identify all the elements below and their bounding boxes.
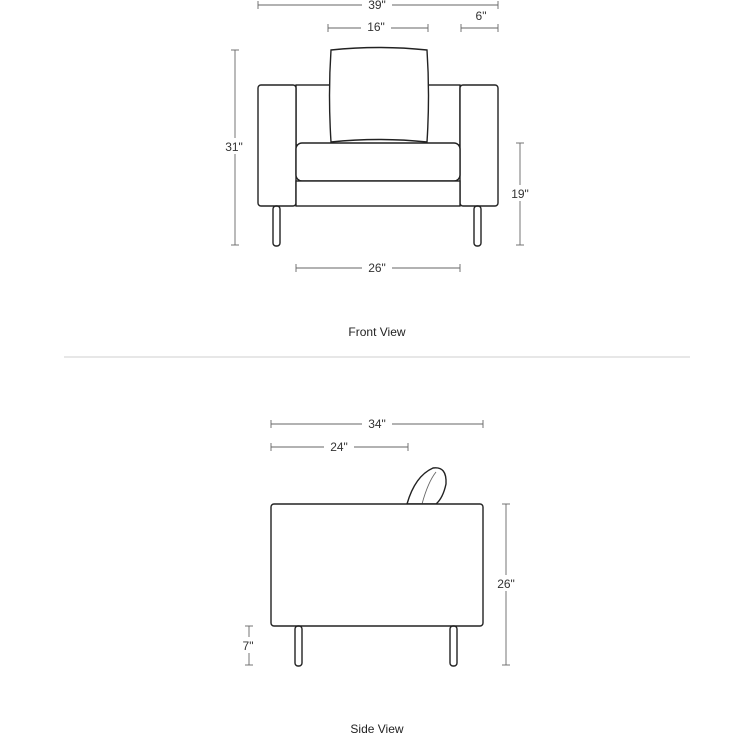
- side-body: [271, 504, 483, 626]
- front-overall-height-label: 31": [225, 140, 243, 154]
- side-leg-height-label: 7": [242, 639, 254, 653]
- front-arm-width-dimension: [461, 9, 498, 32]
- front-left-arm: [258, 85, 296, 206]
- side-seat-depth-dimension: [271, 439, 408, 454]
- front-seat-height-dimension: [507, 143, 533, 245]
- front-pillow-width-label: 16": [367, 20, 385, 34]
- front-arm-width-label: 6": [475, 9, 487, 23]
- side-chair-illustration: [271, 468, 483, 666]
- side-seat-depth-label: 24": [330, 440, 348, 454]
- front-right-arm: [460, 85, 498, 206]
- front-seat-width-label: 26": [368, 261, 386, 275]
- side-leg-height-dimension: [238, 626, 260, 665]
- front-pillow: [330, 48, 429, 143]
- front-chair-illustration: [258, 48, 498, 247]
- front-overall-height-dimension: [222, 50, 248, 245]
- side-overall-depth-label: 34": [368, 417, 386, 431]
- front-base: [296, 181, 460, 206]
- side-pillow: [407, 468, 446, 504]
- side-arm-height-dimension: [493, 504, 519, 665]
- front-overall-width-dimension: [258, 0, 498, 12]
- front-pillow-width-dimension: [328, 20, 428, 34]
- front-seat-cushion: [296, 143, 460, 181]
- side-arm-height-label: 26": [497, 577, 515, 591]
- front-view-caption: Front View: [348, 325, 406, 339]
- side-back-leg: [450, 626, 457, 666]
- front-overall-width-label: 39": [368, 0, 386, 12]
- side-view: [238, 416, 519, 736]
- front-seat-height-label: 19": [511, 187, 529, 201]
- front-view: [222, 0, 533, 339]
- front-left-leg: [273, 206, 280, 246]
- side-overall-depth-dimension: [271, 416, 483, 431]
- side-front-leg: [295, 626, 302, 666]
- front-right-leg: [474, 206, 481, 246]
- front-seat-width-dimension: [296, 260, 460, 275]
- side-view-caption: Side View: [350, 722, 404, 736]
